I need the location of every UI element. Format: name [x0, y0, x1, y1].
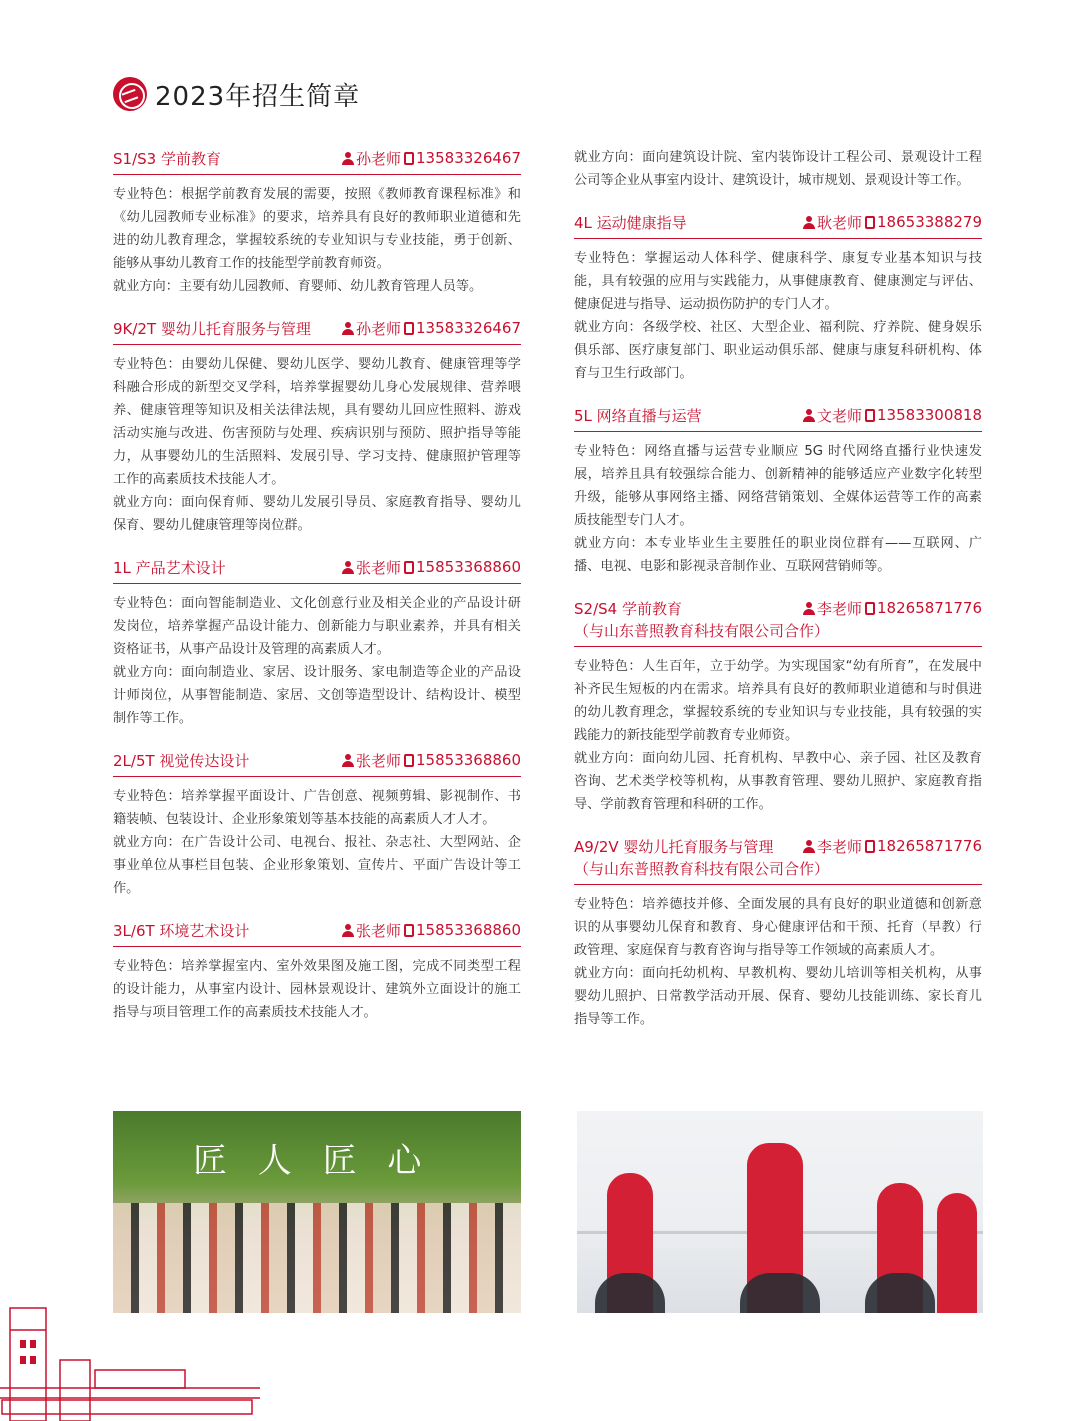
program-title: 9K/2T 婴幼儿托育服务与管理 — [113, 319, 311, 338]
program-feature: 专业特色：根据学前教育发展的需要，按照《教师教育课程标准》和《幼儿园教师专业标准》的要求，培养具有良好的教师职业道德和先进的幼儿教育理念，掌握较系统的专业知识与专业技能，勇于创新、能够从事幼儿教育工作的技能型学前教育师资。 — [113, 187, 521, 271]
school-logo-icon — [113, 77, 147, 111]
person-icon — [803, 409, 815, 422]
program-title: 5L 网络直播与运营 — [574, 406, 702, 425]
section-header — [574, 596, 982, 647]
person-icon — [803, 216, 815, 229]
program-title: 4L 运动健康指导 — [574, 213, 687, 232]
right-column — [574, 146, 982, 1049]
program-feature: 专业特色：由婴幼儿保健、婴幼儿医学、婴幼儿教育、健康管理等学科融合形成的新型交叉学科，培养掌握婴幼儿身心发展规律、营养喂养、健康管理等知识及相关法律法规，具有婴幼儿回应性照料、游戏活动实施与改进、伤害预防与处理、疾病识别与预防、照护指导等能力，从事婴幼儿的生活照料、发展引导、学习支持、健康照护管理等工作的高素质技术技能人才。 — [113, 357, 521, 487]
program-section — [113, 316, 521, 537]
section-header — [574, 403, 982, 432]
program-career: 就业方向：本专业毕业生主要胜任的职业岗位群有——互联网、广播、电视、电影和影视录音制作业、互联网营销师等。 — [574, 536, 982, 574]
phone-number: 15853368860 — [416, 751, 521, 769]
program-feature: 专业特色：培养掌握平面设计、广告创意、视频剪辑、影视制作、书籍装帧、包装设计、企业形象策划等基本技能的高素质人才人才。 — [113, 789, 521, 827]
contact-info — [803, 405, 982, 426]
contact-info — [342, 148, 521, 169]
dancer-skirt — [740, 1273, 820, 1313]
program-section — [574, 403, 982, 578]
program-section — [113, 146, 521, 298]
phone-number: 15853368860 — [416, 558, 521, 576]
person-icon — [342, 561, 354, 574]
phone-icon — [865, 409, 875, 422]
teacher-name: 孙老师 — [356, 149, 402, 168]
continued-career — [574, 146, 982, 192]
phone-icon — [404, 924, 414, 937]
program-career: 就业方向：面向制造业、家居、设计服务、家电制造等企业的产品设计师岗位，从事智能制造、家居、文创等造型设计、结构设计、模型制作等工作。 — [113, 665, 521, 726]
program-feature: 专业特色：掌握运动人体科学、健康科学、康复专业基本知识与技能，具有较强的应用与实践能力，从事健康教育、健康测定与评估、健康促进与指导、运动损伤防护的专门人才。 — [574, 251, 982, 312]
program-section — [113, 555, 521, 730]
phone-number: 18653388279 — [877, 213, 982, 231]
phone-number: 15853368860 — [416, 921, 521, 939]
dance-photo — [577, 1111, 983, 1313]
page-title: 2023年招生简章 — [155, 81, 361, 112]
contact-info — [803, 212, 982, 233]
program-feature: 专业特色：面向智能制造业、文化创意行业及相关企业的产品设计研发岗位，培养掌握产品设计能力、创新能力与职业素养，并具有相关资格证书，从事产品设计及管理的高素质人才。 — [113, 596, 521, 657]
program-title: 1L 产品艺术设计 — [113, 558, 226, 577]
wall-slogan: 匠 人 匠 心 — [193, 1141, 432, 1181]
section-header — [574, 210, 982, 239]
teacher-name: 李老师 — [817, 599, 863, 618]
program-title: S1/S3 学前教育 — [113, 149, 221, 168]
phone-icon — [404, 152, 414, 165]
contact-info — [342, 750, 521, 771]
phone-icon — [865, 216, 875, 229]
program-title: 2L/5T 视觉传达设计 — [113, 751, 250, 770]
program-title: A9/2V 婴幼儿托育服务与管理 — [574, 837, 774, 856]
dancer-figure — [937, 1193, 977, 1313]
teacher-name: 耿老师 — [817, 213, 863, 232]
program-section — [113, 748, 521, 900]
teacher-name: 张老师 — [356, 751, 402, 770]
program-career: 就业方向：面向保育师、婴幼儿发展引导员、家庭教育指导、婴幼儿保育、婴幼儿健康管理等岗位群。 — [113, 495, 521, 533]
dancer-skirt — [595, 1273, 665, 1313]
contact-info — [803, 598, 982, 619]
section-header — [113, 748, 521, 777]
program-section — [574, 210, 982, 385]
phone-icon — [404, 561, 414, 574]
program-section — [574, 834, 982, 1031]
program-career: 就业方向：面向幼儿园、托育机构、早教中心、亲子园、社区及教育咨询、艺术类学校等机构，从事教育管理、婴幼儿照护、家庭教育指导、学前教育管理和科研的工作。 — [574, 751, 982, 812]
person-icon — [342, 924, 354, 937]
program-career: 就业方向：面向建筑设计院、室内装饰设计工程公司、景观设计工程公司等企业从事室内设计、建筑设计，城市规划、景观设计等工作。 — [574, 150, 982, 188]
program-career: 就业方向：主要有幼儿园教师、育婴师、幼儿教育管理人员等。 — [113, 279, 483, 294]
phone-number: 18265871776 — [877, 837, 982, 855]
phone-icon — [404, 322, 414, 335]
program-career: 就业方向：面向托幼机构、早教机构、婴幼儿培训等相关机构，从事婴幼儿照护、日常教学活动开展、保育、婴幼儿技能训练、家长育儿指导等工作。 — [574, 966, 982, 1027]
section-header — [574, 834, 982, 885]
phone-icon — [404, 754, 414, 767]
phone-number: 18265871776 — [877, 599, 982, 617]
program-title: S2/S4 学前教育 — [574, 599, 682, 618]
students-crowd — [113, 1203, 521, 1313]
program-feature: 专业特色：人生百年，立于幼学。为实现国家“幼有所育”，在发展中补齐民生短板的内在需求。培养具有良好的教师职业道德和与时俱进的幼儿教育理念，掌握较系统的专业知识与专业技能，具有较强的实践能力的新技能型学前教育专业师资。 — [574, 659, 982, 743]
section-header — [113, 146, 521, 175]
building-decoration-icon — [0, 1300, 260, 1421]
page-header — [113, 74, 360, 114]
contact-info — [803, 836, 982, 857]
program-partner: （与山东普照教育科技有限公司合作） — [574, 860, 830, 878]
teacher-name: 李老师 — [817, 837, 863, 856]
teacher-name: 孙老师 — [356, 319, 402, 338]
program-feature: 专业特色：培养掌握室内、室外效果图及施工图，完成不同类型工程的设计能力，从事室内设计、园林景观设计、建筑外立面设计的施工指导与项目管理工作的高素质技术技能人才。 — [113, 959, 521, 1020]
left-column — [113, 146, 521, 1042]
teacher-name: 文老师 — [817, 406, 863, 425]
section-header — [113, 316, 521, 345]
program-career: 就业方向：各级学校、社区、大型企业、福利院、疗养院、健身娱乐俱乐部、医疗康复部门、职业运动俱乐部、健康与康复科研机构、体育与卫生行政部门。 — [574, 320, 982, 381]
phone-number: 13583326467 — [416, 319, 521, 337]
program-title: 3L/6T 环境艺术设计 — [113, 921, 250, 940]
students-photo — [113, 1111, 521, 1313]
person-icon — [342, 322, 354, 335]
phone-number: 13583326467 — [416, 149, 521, 167]
contact-info — [342, 557, 521, 578]
program-section — [574, 596, 982, 816]
program-career: 就业方向：在广告设计公司、电视台、报社、杂志社、大型网站、企事业单位从事栏目包装、企业形象策划、宣传片、平面广告设计等工作。 — [113, 835, 521, 896]
program-section — [113, 918, 521, 1024]
phone-number: 13583300818 — [877, 406, 982, 424]
teacher-name: 张老师 — [356, 921, 402, 940]
section-header — [113, 918, 521, 947]
program-feature: 专业特色：培养德技并修、全面发展的具有良好的职业道德和创新意识的从事婴幼儿保育和教育、身心健康评估和干预、托育（早教）行政管理、家庭保育与教育咨询与指导等工作领域的高素质人才。 — [574, 897, 982, 958]
teacher-name: 张老师 — [356, 558, 402, 577]
person-icon — [342, 152, 354, 165]
phone-icon — [865, 840, 875, 853]
person-icon — [342, 754, 354, 767]
person-icon — [803, 840, 815, 853]
person-icon — [803, 602, 815, 615]
program-partner: （与山东普照教育科技有限公司合作） — [574, 622, 830, 640]
phone-icon — [865, 602, 875, 615]
contact-info — [342, 318, 521, 339]
contact-info — [342, 920, 521, 941]
section-header — [113, 555, 521, 584]
dancer-skirt — [865, 1273, 935, 1313]
program-feature: 专业特色：网络直播与运营专业顺应 5G 时代网络直播行业快速发展，培养且具有较强综合能力、创新精神的能够适应产业数字化转型升级，能够从事网络主播、网络营销策划、全媒体运营等工作的高素质技能型专门人才。 — [574, 444, 982, 528]
